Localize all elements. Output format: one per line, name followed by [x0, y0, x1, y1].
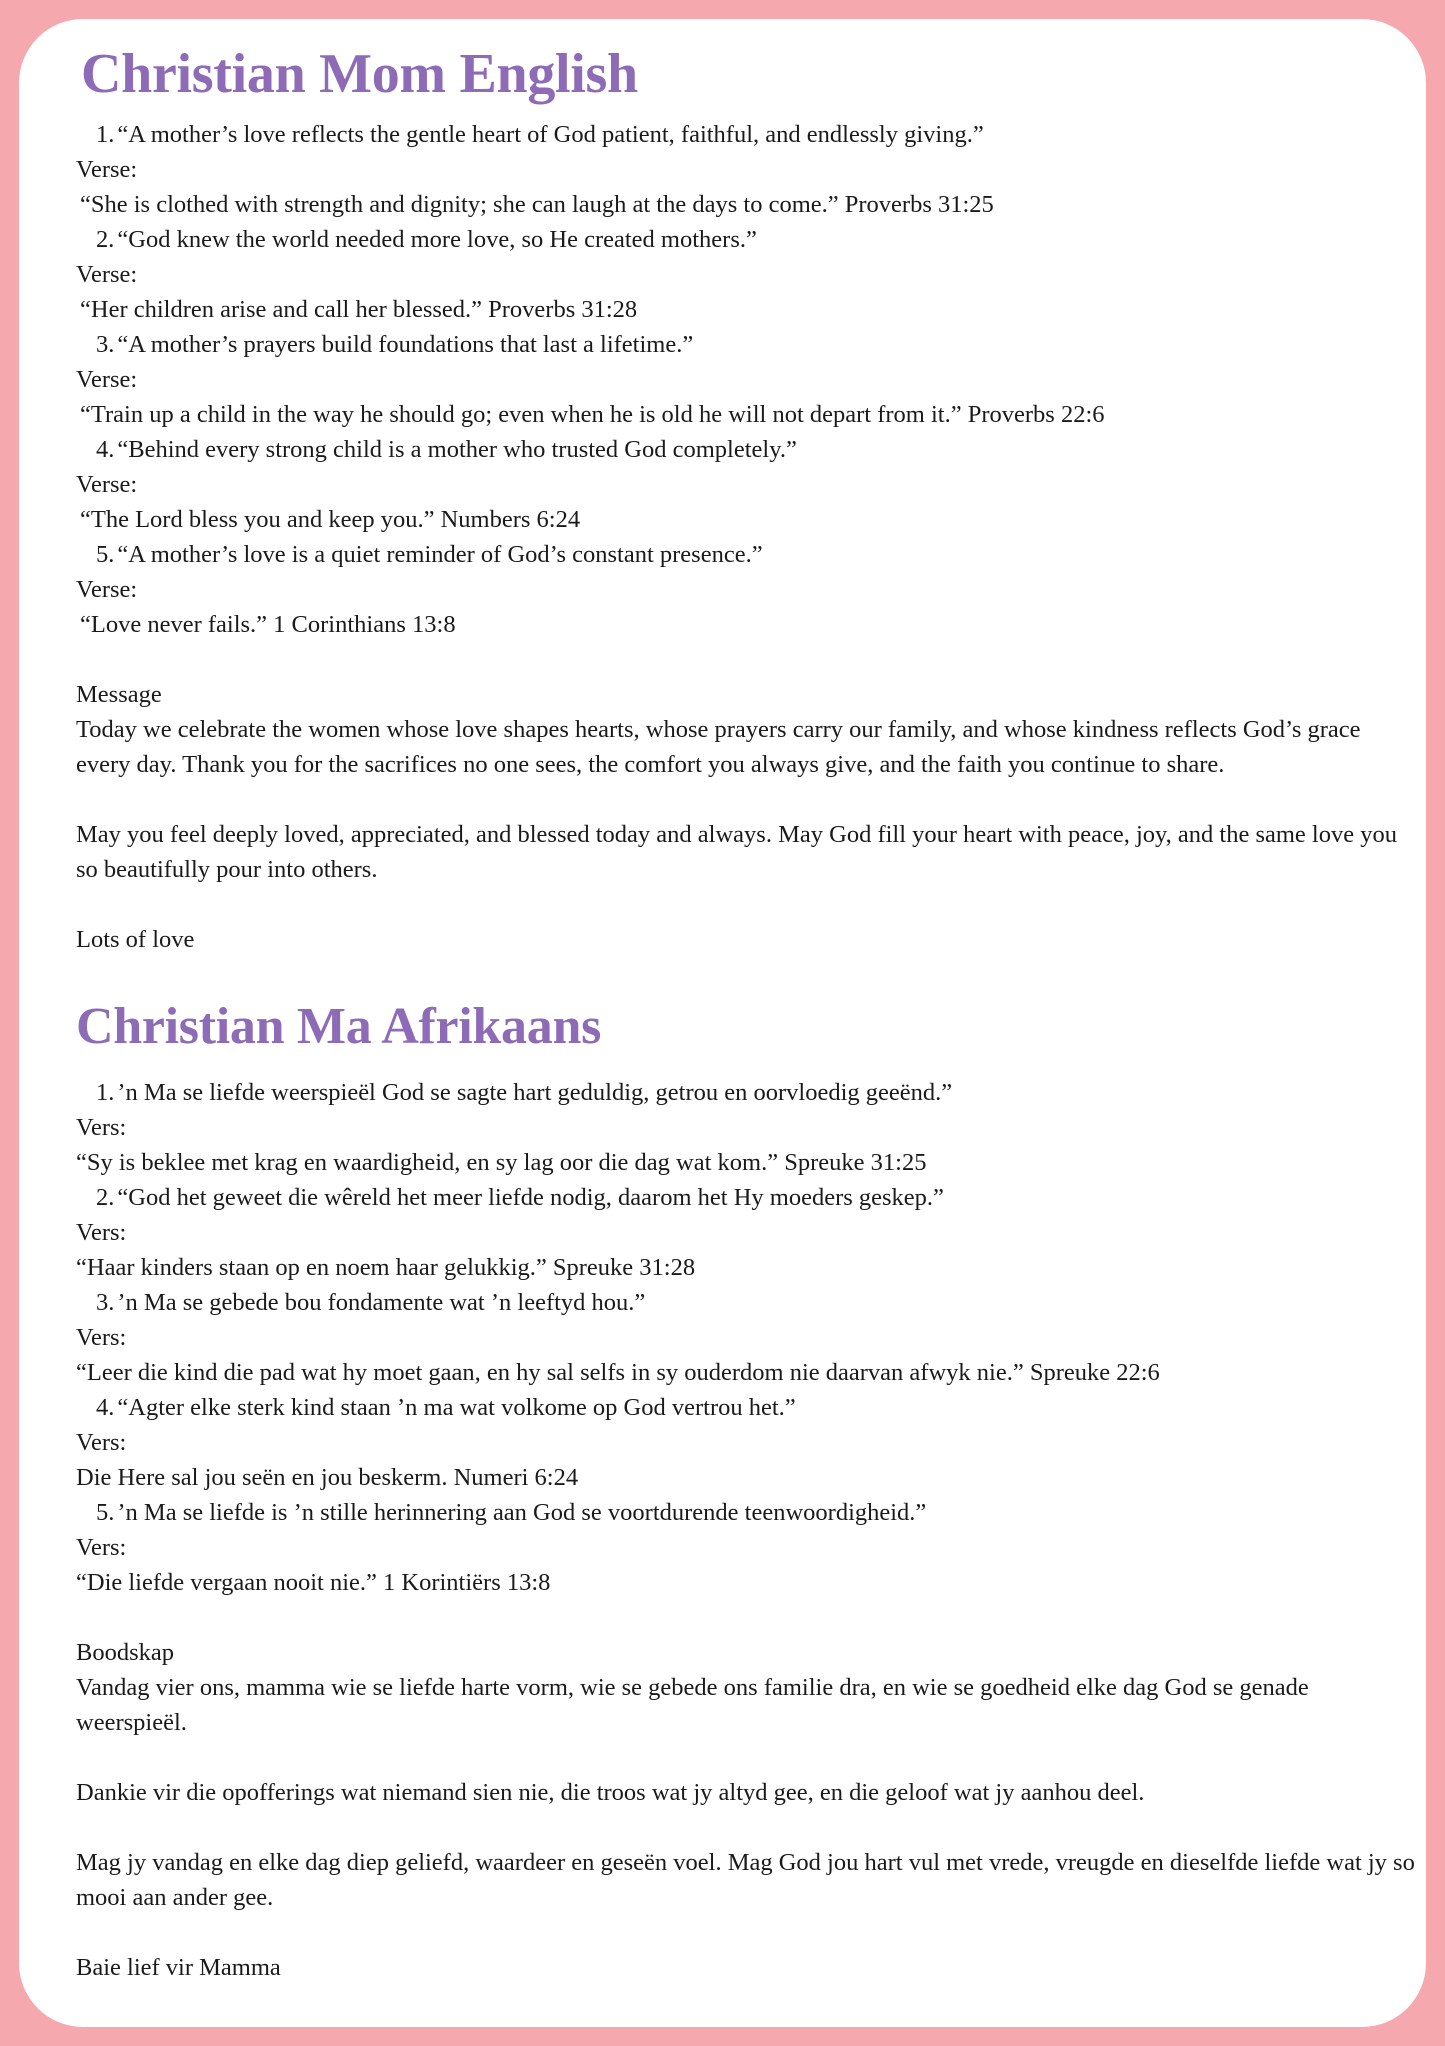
title-english: Christian Mom English [81, 43, 638, 105]
message-paragraph-afrikaans-3: Mag jy vandag en elke dag diep geliefd, waardeer en geseën voel. Mag God jou hart vul met vrede, vreugde en dieselfde liefde wat jy so mooi aan ander gee. [76, 1849, 1415, 1911]
message-paragraph-afrikaans-2: Dankie vir die opofferings wat niemand sien nie, die troos wat jy altyd gee, en die geloof wat jy aanhou deel. [76, 1779, 1145, 1806]
spacer [76, 1740, 1416, 1775]
quote-item-1: 1. “A mother’s love reflects the gentle heart of God patient, faithful, and endlessly giving.” [96, 121, 984, 148]
verse-text: “Die liefde vergaan nooit nie.” 1 Korintiërs 13:8 [76, 1569, 551, 1596]
verse-text: “The Lord bless you and keep you.” Numbers 6:24 [80, 506, 581, 533]
spacer [76, 1810, 1416, 1845]
message-label-afrikaans: Boodskap [76, 1639, 174, 1666]
quote-item-5: 5. “A mother’s love is a quiet reminder of God’s constant presence.” [96, 541, 763, 568]
spacer [76, 642, 1416, 677]
section-gap [76, 957, 1416, 993]
quote-item-3: 3. “A mother’s prayers build foundations that last a lifetime.” [96, 331, 694, 358]
quote-list-afrikaans [76, 1075, 1416, 1600]
verse-text: “Love never fails.” 1 Corinthians 13:8 [80, 611, 456, 638]
signoff-english: Lots of love [76, 926, 195, 953]
verse-text: “Leer die kind die pad wat hy moet gaan, en hy sal selfs in sy ouderdom nie daarvan afwyk nie.” Spreuke 22:6 [76, 1359, 1160, 1386]
spacer [76, 1915, 1416, 1950]
spacer [76, 1600, 1416, 1635]
verse-text: “Her children arise and call her blessed.” Proverbs 31:28 [80, 296, 638, 323]
verse-text: “Haar kinders staan op en noem haar gelukkig.” Spreuke 31:28 [76, 1254, 696, 1281]
message-paragraph-english-1: Today we celebrate the women whose love shapes hearts, whose prayers carry our family, and whose kindness reflects God’s grace every day. Thank you for the sacrifices no one sees, the comfort you always give, and the faith you continue to share. [76, 716, 1361, 778]
verse-label: Verse: [76, 261, 138, 288]
verse-text: Die Here sal jou seën en jou beskerm. Numeri 6:24 [76, 1464, 579, 1491]
verse-label: Verse: [76, 156, 138, 183]
verse-label: Verse: [76, 576, 138, 603]
verse-label: Verse: [76, 366, 138, 393]
spacer [76, 887, 1416, 922]
verse-label: Verse: [76, 471, 138, 498]
quote-item-4: 4. “Behind every strong child is a mother who trusted God completely.” [96, 436, 797, 463]
quote-item-3: 3. ’n Ma se gebede bou fondamente wat ’n leeftyd hou.” [96, 1289, 646, 1316]
verse-text: “Sy is beklee met krag en waardigheid, en sy lag oor die dag wat kom.” Spreuke 31:25 [76, 1149, 927, 1176]
verse-text: “Train up a child in the way he should go; even when he is old he will not depart from it.” Proverbs 22:6 [80, 401, 1105, 428]
quote-list-english [76, 117, 1416, 642]
message-label-english: Message [76, 681, 162, 708]
quote-item-5: 5. ’n Ma se liefde is ’n stille herinnering aan God se voortdurende teenwoordigheid.” [96, 1499, 927, 1526]
quote-item-4: 4. “Agter elke sterk kind staan ’n ma wat volkome op God vertrou het.” [96, 1394, 796, 1421]
message-paragraph-english-2: May you feel deeply loved, appreciated, and blessed today and always. May God fill your heart with peace, joy, and the same love you so beautifully pour into others. [76, 821, 1397, 883]
verse-label: Vers: [76, 1219, 127, 1246]
document-card [19, 19, 1426, 2027]
quote-item-2: 2. “God het geweet die wêreld het meer liefde nodig, daarom het Hy moeders geskep.” [96, 1184, 944, 1211]
title-afrikaans: Christian Ma Afrikaans [76, 998, 602, 1055]
verse-label: Vers: [76, 1324, 127, 1351]
verse-label: Vers: [76, 1429, 127, 1456]
message-paragraph-afrikaans-1: Vandag vier ons, mamma wie se liefde harte vorm, wie se gebede ons familie dra, en wie se goedheid elke dag God se genade weerspieël. [76, 1674, 1309, 1736]
verse-text: “She is clothed with strength and dignity; she can laugh at the days to come.” Proverbs 31:25 [80, 191, 994, 218]
signoff-afrikaans: Baie lief vir Mamma [76, 1954, 281, 1981]
verse-label: Vers: [76, 1534, 127, 1561]
document-content [76, 39, 1416, 1985]
quote-item-1: 1. ’n Ma se liefde weerspieël God se sagte hart geduldig, getrou en oorvloedig geeënd.” [96, 1079, 953, 1106]
spacer [76, 782, 1416, 817]
verse-label: Vers: [76, 1114, 127, 1141]
quote-item-2: 2. “God knew the world needed more love, so He created mothers.” [96, 226, 757, 253]
